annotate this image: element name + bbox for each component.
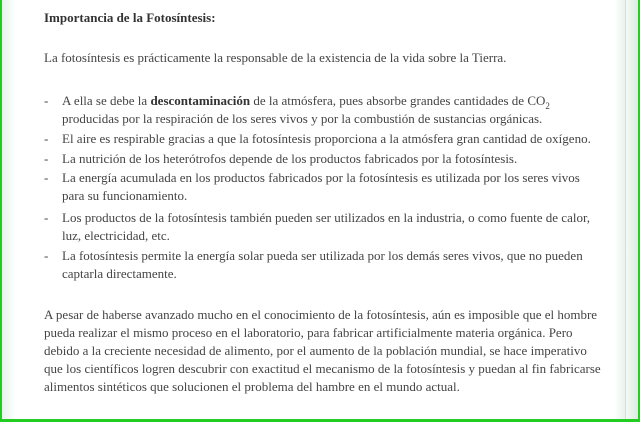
bullet-dash: - <box>44 170 49 185</box>
subscript: 2 <box>545 101 550 111</box>
bullet-dash: - <box>44 93 49 108</box>
article-title: Importancia de la Fotosíntesis: <box>44 10 216 25</box>
bullet-dash: - <box>44 151 49 166</box>
bullet-dash: - <box>44 131 49 146</box>
bullet-dash: - <box>44 248 49 263</box>
closing-paragraph: A pesar de haberse avanzado mucho en el conocimiento de la fotosíntesis, aún es imposible que el hombre pueda realizar el mismo proceso en el laboratorio, para fabricar artificialmente materia orgánica. Pero debido a la creciente necesidad de alimento, por el aumento de la población mundial, se hace imperativo que los científicos logren descubrir con exactitud el mecanismo de la fotosíntesis y puedan al fin fabricarse alimentos sintéticos que solucionen el problema del hambre en el mundo actual. <box>44 307 601 394</box>
intro-paragraph: La fotosíntesis es prácticamente la responsable de la existencia de la vida sobre la Tierra. <box>44 50 507 65</box>
right-side-panel <box>625 0 638 419</box>
highlight-term: descontaminación <box>150 93 251 108</box>
bullet-dash: - <box>44 210 49 225</box>
